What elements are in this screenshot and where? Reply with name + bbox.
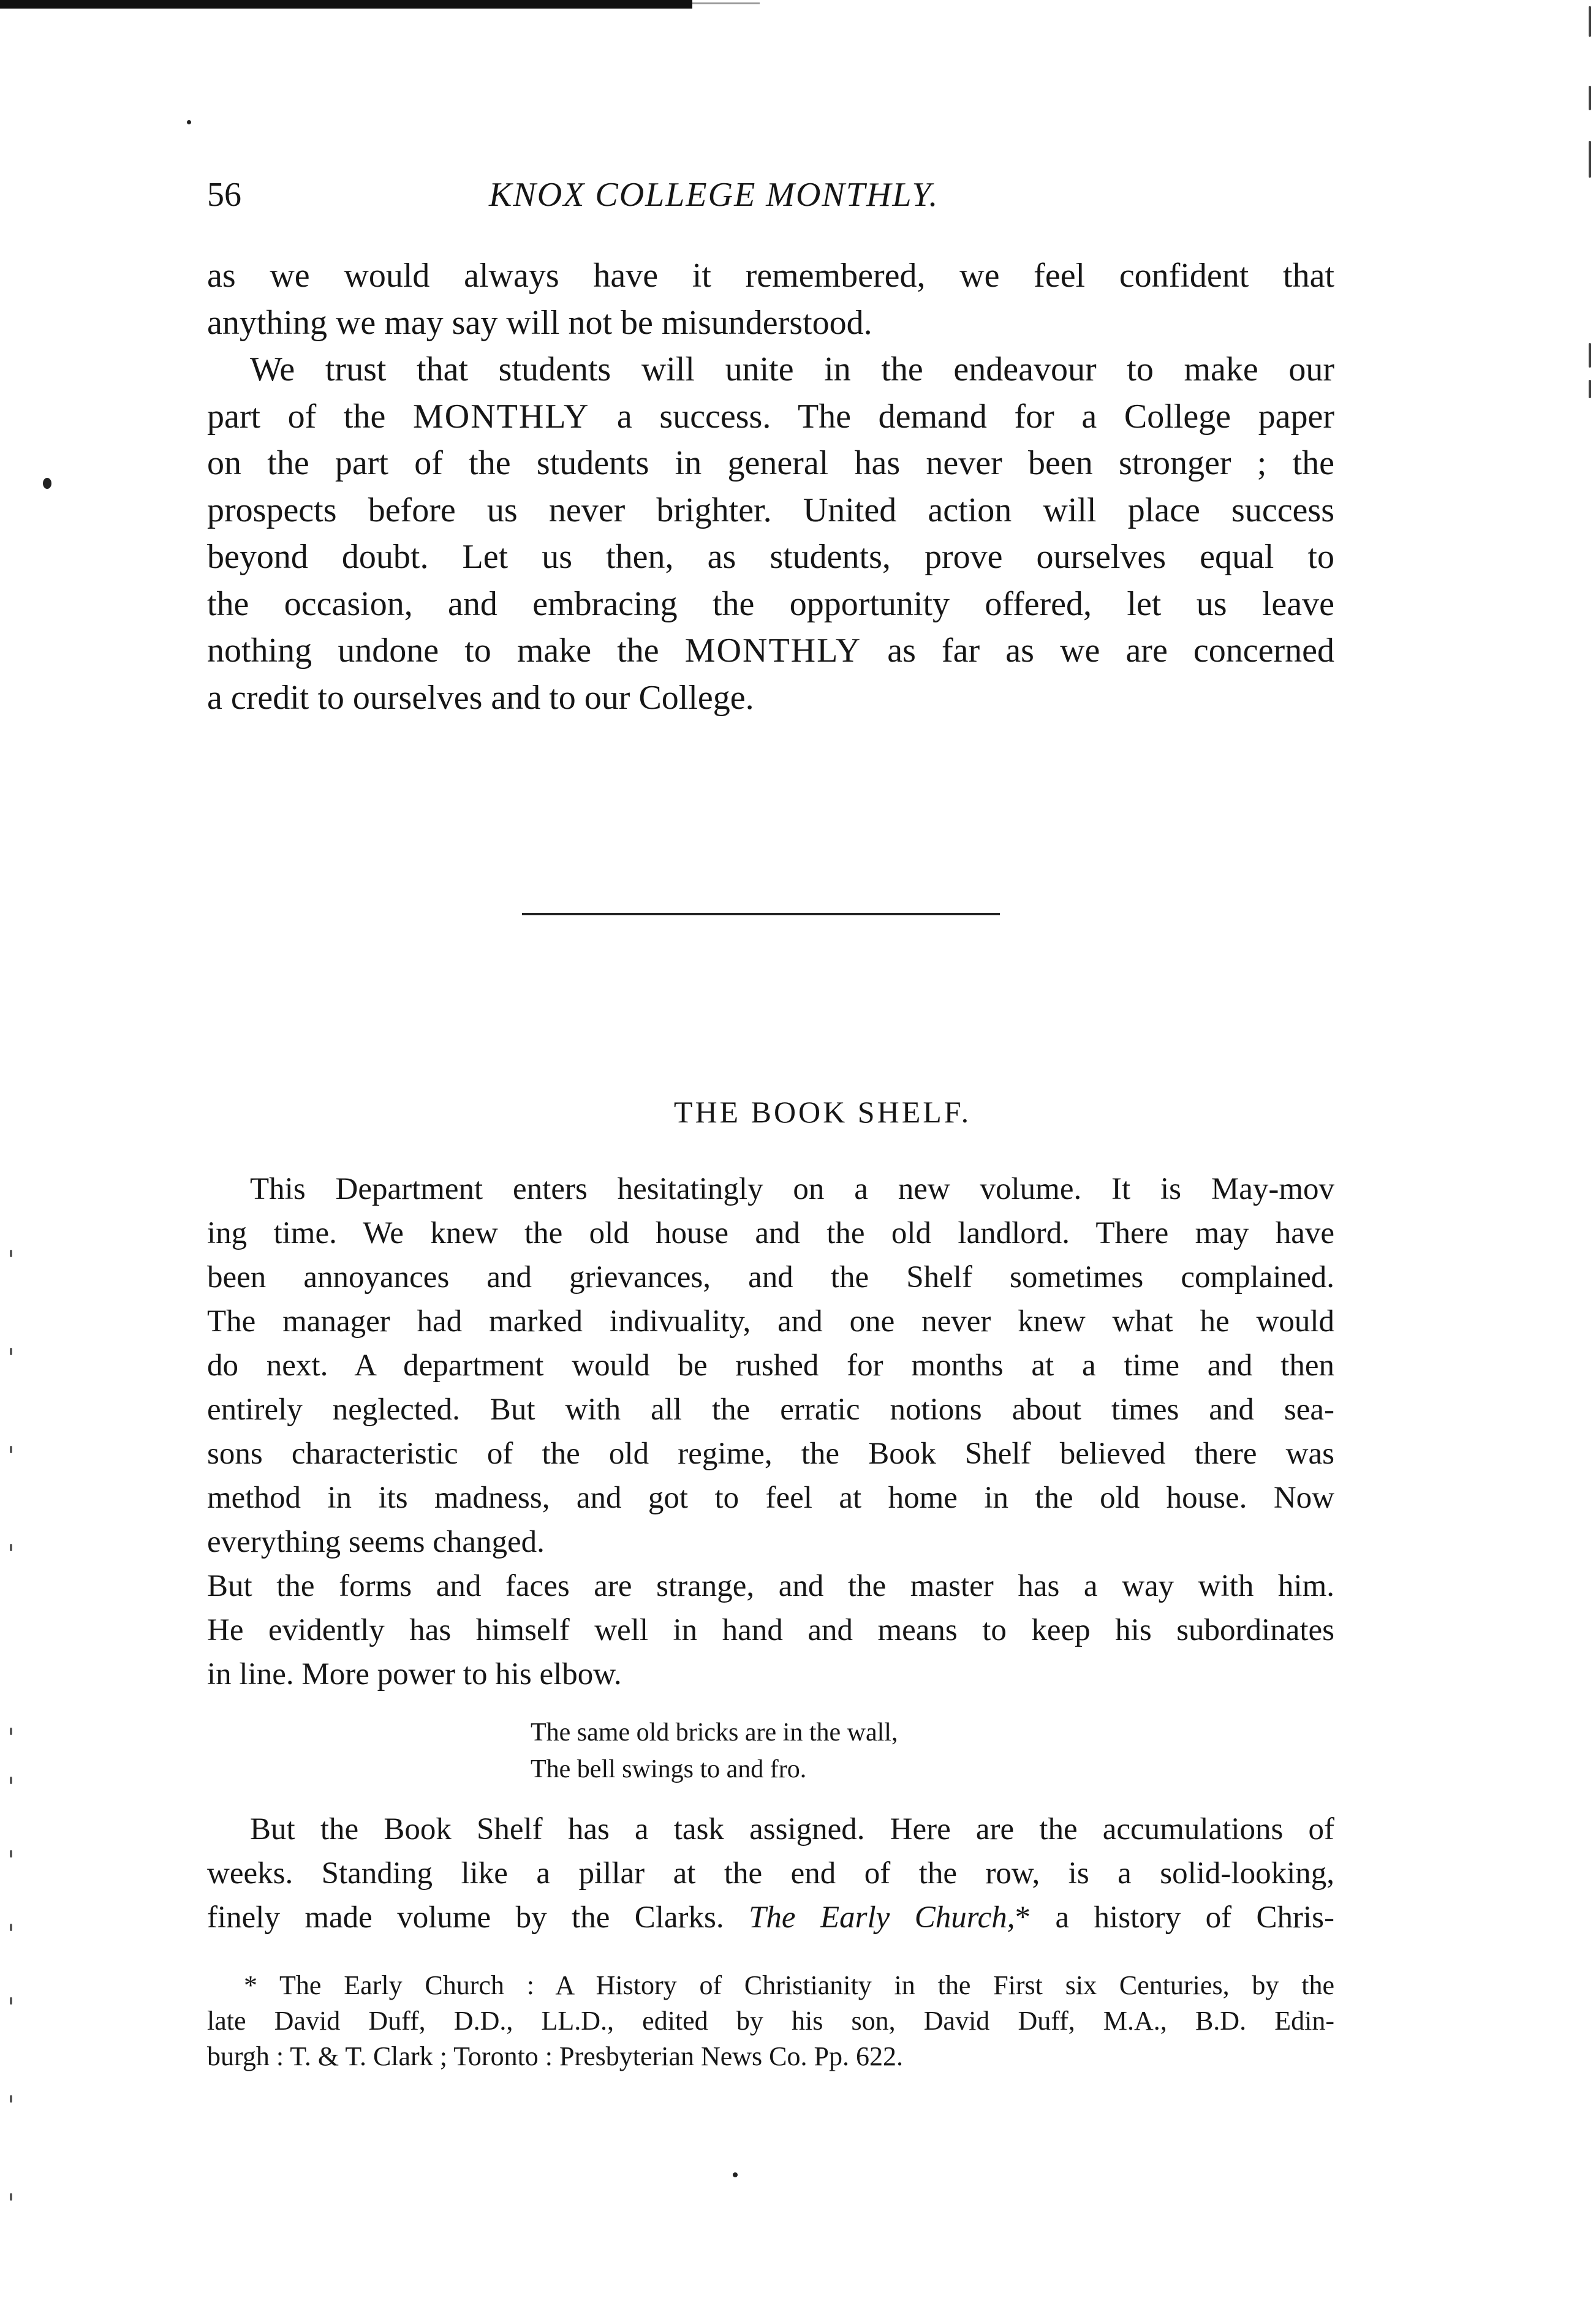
scan-speck <box>733 2172 738 2177</box>
text-line: prospects before us never brighter. United action will place success <box>207 491 1334 529</box>
text-line: But the Book Shelf has a task assigned. Here are the accumulations of <box>250 1812 1334 1846</box>
text-line: We trust that students will unite in the endeavour to make our <box>250 350 1334 388</box>
scan-speck <box>187 120 191 124</box>
text-line: anything we may say will not be misunderstood. <box>207 303 872 342</box>
footnote-line: burgh : T. & T. Clark ; Toronto : Presbyterian News Co. Pp. 622. <box>207 2041 903 2071</box>
scan-left-edge-marks <box>10 1225 16 2267</box>
footnote-line: * The Early Church : A History of Christianity in the First six Centuries, by the <box>244 1970 1334 2000</box>
verse-quotation <box>531 1714 898 1788</box>
text-line: This Department enters hesitatingly on a new volume. It is May-mov <box>250 1172 1334 1206</box>
text-line: sons characteristic of the old regime, the Book Shelf believed there was <box>207 1437 1334 1471</box>
text-line: But the forms and faces are strange, and the master has a way with him. <box>207 1569 1334 1603</box>
text-line: finely made volume by the Clarks. The Early Church,* a history of Chris- <box>207 1900 1334 1935</box>
text-line: method in its madness, and got to feel at home in the old house. Now <box>207 1481 1334 1515</box>
verse-line: The same old bricks are in the wall, <box>531 1718 898 1747</box>
text-line: the occasion, and embracing the opportunity offered, let us leave <box>207 584 1334 623</box>
text-line: nothing undone to make the MONTHLY as far as we are concerned <box>207 632 1334 670</box>
text-line: The manager had marked indivuality, and one never knew what he would <box>207 1304 1334 1339</box>
monthly-smallcaps: MONTHLY <box>412 397 590 436</box>
text-line: on the part of the students in general has never been stronger ; the <box>207 444 1334 482</box>
book-shelf-paragraph <box>207 1167 1334 1564</box>
page-number: 56 <box>207 176 241 214</box>
scan-top-rule-faint <box>692 2 760 4</box>
book-shelf-paragraph <box>207 1807 1334 1940</box>
section-divider-rule <box>522 913 1000 915</box>
text-line: ing time. We knew the old house and the old landlord. There may have <box>207 1216 1334 1250</box>
text-line: a credit to ourselves and to our College. <box>207 678 754 717</box>
editorial-paragraph <box>207 252 1334 721</box>
monthly-smallcaps: MONTHLY <box>684 632 862 670</box>
scan-right-edge-marks <box>1586 0 1591 2298</box>
text-line: as we would always have it remembered, we feel confident that <box>207 257 1334 295</box>
scan-top-rule <box>0 0 692 9</box>
text-line: everything seems changed. <box>207 1525 545 1559</box>
journal-title: KNOX COLLEGE MONTHLY. <box>489 176 939 214</box>
book-shelf-paragraph <box>207 1564 1334 1696</box>
footnote <box>207 1968 1334 2074</box>
running-head <box>207 178 1359 233</box>
book-title-italic: The Early Church, <box>749 1900 1015 1935</box>
text-line: part of the MONTHLY a success. The demand for a College paper <box>207 397 1335 436</box>
text-line: do next. A department would be rushed for months at a time and then <box>207 1348 1334 1383</box>
footnote-line: late David Duff, D.D., LL.D., edited by his son, David Duff, M.A., B.D. Edin- <box>207 2006 1334 2036</box>
text-line: beyond doubt. Let us then, as students, prove ourselves equal to <box>207 538 1334 576</box>
text-line: entirely neglected. But with all the erratic notions about times and sea- <box>207 1393 1334 1427</box>
verse-line: The bell swings to and fro. <box>531 1755 807 1783</box>
text-line: weeks. Standing like a pillar at the end of the row, is a solid-looking, <box>207 1856 1334 1891</box>
text-line: He evidently has himself well in hand and means to keep his subordinates <box>207 1613 1334 1647</box>
scan-speck <box>43 478 51 489</box>
text-line: been annoyances and grievances, and the Shelf sometimes complained. <box>207 1260 1334 1295</box>
text-line: in line. More power to his elbow. <box>207 1657 622 1691</box>
section-heading: THE BOOK SHELF. <box>673 1095 972 1129</box>
